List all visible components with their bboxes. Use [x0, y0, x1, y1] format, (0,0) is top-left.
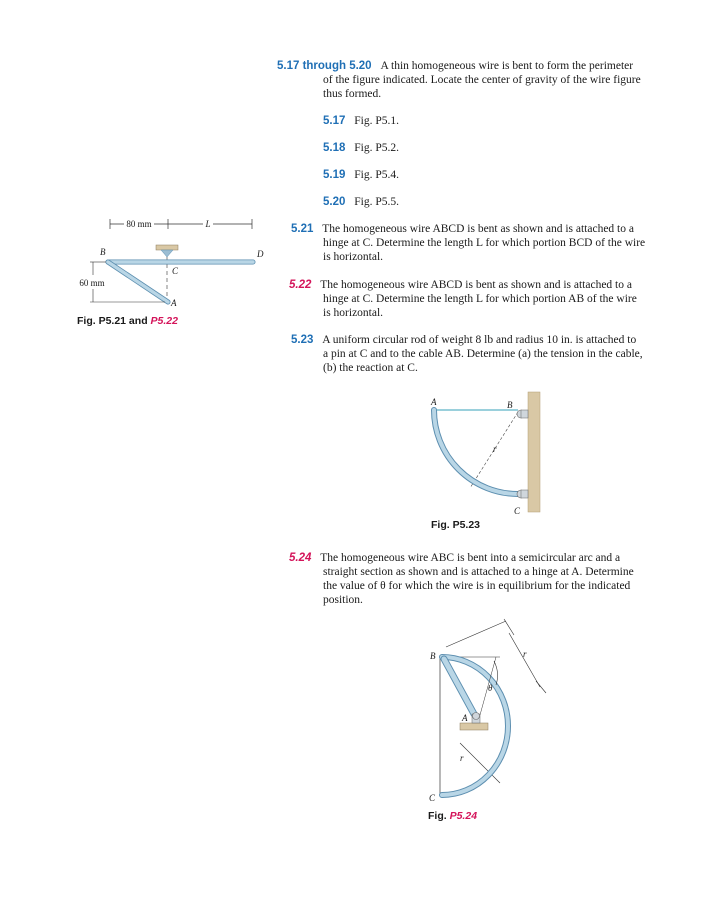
hinge-icon — [161, 250, 173, 257]
problem-number: 5.21 — [291, 223, 314, 235]
subproblem-text: Fig. P5.2. — [354, 142, 400, 154]
subproblem-text: Fig. P5.5. — [354, 196, 400, 208]
problem-number: 5.23 — [291, 334, 314, 346]
wall — [528, 392, 540, 512]
hinge-base — [460, 723, 488, 730]
label-C: C — [172, 266, 179, 276]
straight-wire — [444, 659, 474, 714]
label-A: A — [171, 298, 177, 308]
label-B: B — [430, 651, 436, 661]
caption-text: Fig. — [428, 810, 450, 822]
caption-text-red: P5.24 — [449, 810, 478, 822]
dimension-tick — [504, 619, 514, 635]
problem-text-line: The homogeneous wire ABC is bent into a semicircular arc and a — [320, 552, 621, 564]
subproblem-number: 5.20 — [323, 196, 346, 208]
dimension-line — [460, 743, 500, 783]
subproblem-number: 5.18 — [323, 142, 346, 154]
problem-number: 5.22 — [289, 279, 312, 291]
problem-text-line: hinge at C. Determine the length L for which portion BCD of the wire — [323, 237, 646, 249]
circular-rod — [434, 410, 518, 494]
problem-text-line: is horizontal. — [323, 307, 384, 319]
problem-number: 5.24 — [289, 552, 312, 564]
label-C: C — [429, 793, 436, 803]
label-theta: θ — [488, 683, 493, 693]
figure-p5-21 — [70, 215, 285, 315]
problem-text-line: The homogeneous wire ABCD is bent as shown and is attached to a — [320, 279, 632, 291]
problem-5-22-block — [289, 278, 655, 320]
problem-text-line: A uniform circular rod of weight 8 lb and radius 10 in. is attached to — [322, 334, 637, 346]
label-r-inner: r — [460, 753, 464, 763]
problem-text-line: hinge at C. Determine the length L for which portion AB of the wire — [323, 293, 637, 305]
label-A: A — [462, 713, 468, 723]
label-C: C — [514, 506, 521, 515]
dimension-line — [509, 633, 540, 687]
label-r: r — [493, 444, 497, 454]
figure-caption-p5-24 — [428, 810, 477, 822]
problem-5-23-block — [291, 333, 655, 375]
problem-text-line: of the figure indicated. Locate the center of gravity of the wire figure — [323, 74, 641, 86]
dimension-80mm: 80 mm — [126, 219, 152, 229]
hinge-pin-icon — [473, 713, 480, 720]
dimension-tick — [536, 681, 546, 693]
problem-text-line: a pin at C and to the cable AB. Determine (a) the tension in the cable, — [323, 348, 643, 360]
dimension-L: L — [205, 219, 211, 229]
subproblem-number: 5.19 — [323, 169, 346, 181]
problem-text-line: straight section as shown and is attached to a hinge at A. Determine — [323, 566, 634, 578]
figure-caption-p5-21 — [77, 315, 178, 327]
dimension-extension — [446, 621, 506, 647]
problem-text-line: thus formed. — [323, 88, 382, 100]
problem-text-line: the value of θ for which the wire is in equilibrium for the indicated — [323, 580, 631, 592]
problem-text-line: position. — [323, 594, 363, 606]
problem-5-24-block — [289, 551, 655, 607]
dimension-60mm: 60 mm — [79, 278, 105, 288]
problem-text-line: is horizontal. — [323, 251, 384, 263]
label-D: D — [257, 249, 264, 259]
subproblem-number: 5.17 — [323, 115, 346, 127]
label-r-outer: r — [523, 649, 527, 659]
problem-text-line: A thin homogeneous wire is bent to form the perimeter — [380, 60, 634, 72]
problem-text-line: (b) the reaction at C. — [323, 362, 418, 374]
subproblem-5-20 — [323, 196, 399, 208]
problem-number: 5.17 through 5.20 — [277, 60, 372, 72]
figure-caption-p5-23: Fig. P5.23 — [431, 519, 481, 531]
hinge-support — [156, 245, 178, 250]
figure-p5-23 — [410, 390, 560, 515]
bracket-B — [521, 410, 528, 418]
subproblem-5-19 — [323, 169, 399, 181]
figure-p5-24 — [420, 615, 555, 810]
label-A: A — [431, 397, 437, 407]
subproblem-5-18 — [323, 142, 399, 154]
problem-5-21-block — [291, 222, 655, 264]
wire-diagonal — [108, 262, 168, 302]
caption-text-red: P5.22 — [150, 315, 178, 327]
label-B: B — [507, 400, 513, 410]
subproblem-text: Fig. P5.4. — [354, 169, 400, 181]
problem-text-line: The homogeneous wire ABCD is bent as shown and is attached to a — [322, 223, 634, 235]
caption-text: Fig. P5.21 and — [77, 315, 151, 327]
problem-5-17-block — [277, 59, 655, 101]
bracket-C — [521, 490, 528, 498]
label-B: B — [100, 247, 106, 257]
subproblem-5-17 — [323, 115, 399, 127]
subproblem-text: Fig. P5.1. — [354, 115, 400, 127]
